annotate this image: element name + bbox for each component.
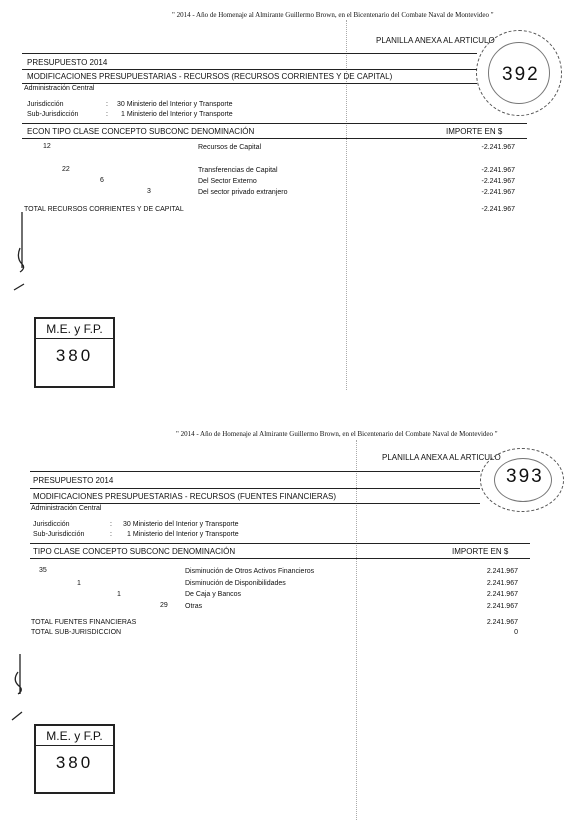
approval-box (34, 724, 115, 794)
row-importe: 2.241.967 (486, 603, 518, 610)
column-headers: ECON TIPO CLASE CONCEPTO SUBCONC DENOMINACIÓN (27, 127, 255, 136)
approval-box-number: 380 (55, 753, 94, 772)
subjurisdiccion-value: 1 Ministerio del Interior y Transporte (121, 111, 233, 118)
row-denominacion: Recursos de Capital (198, 144, 262, 151)
planilla-anexa-label: PLANILLA ANEXA AL ARTICULO (376, 36, 495, 45)
row-code: 29 (160, 602, 168, 609)
row-importe: -2.241.967 (481, 167, 515, 174)
divider (22, 123, 527, 124)
row-denominacion: Disminución de Otros Activos Financieros (185, 568, 315, 575)
row-importe: -2.241.967 (481, 144, 515, 151)
divider (22, 138, 527, 139)
row-code: 6 (100, 177, 104, 184)
total-fuentes-label: TOTAL FUENTES FINANCIERAS (31, 619, 137, 626)
row-code: 12 (43, 143, 51, 150)
divider (22, 69, 477, 70)
divider (30, 503, 480, 504)
motto-text: " 2014 - Año de Homenaje al Almirante Guillermo Brown, en el Bicentenario del Combate Naval de Montevideo " (176, 430, 498, 438)
approval-box-title: M.E. y F.P. (36, 322, 113, 339)
divider (30, 543, 530, 544)
jurisdiccion-label: Jurisdicción (27, 101, 64, 108)
jurisdiccion-value: 30 Ministerio del Interior y Transporte (117, 101, 233, 108)
handwritten-signature (12, 208, 34, 298)
divider (30, 558, 530, 559)
subjurisdiccion-label: Sub-Jurisdicción (33, 531, 85, 538)
jurisdiccion-value: 30 Ministerio del Interior y Transporte (123, 521, 239, 528)
row-denominacion: Disminución de Disponibilidades (185, 580, 286, 587)
row-importe: 2.241.967 (486, 568, 518, 575)
approval-box-number: 380 (55, 346, 94, 365)
row-denominacion: Otras (185, 603, 203, 610)
divider (22, 83, 477, 84)
row-importe: -2.241.967 (481, 189, 515, 196)
colon: : (106, 101, 108, 108)
divider (30, 471, 480, 472)
fold-mark (356, 440, 357, 820)
row-code: 22 (62, 166, 70, 173)
column-headers: TIPO CLASE CONCEPTO SUBCONC DENOMINACIÓN (33, 547, 236, 556)
row-code: 35 (39, 567, 47, 574)
row-denominacion: Del Sector Externo (198, 178, 257, 185)
jurisdiccion-label: Jurisdicción (33, 521, 70, 528)
row-code: 3 (147, 188, 151, 195)
modificaciones-title: MODIFICACIONES PRESUPUESTARIAS - RECURSOS (FUENTES FINANCIERAS) (33, 492, 336, 501)
motto-text: " 2014 - Año de Homenaje al Almirante Guillermo Brown, en el Bicentenario del Combate Naval de Montevideo " (172, 11, 494, 19)
colon: : (106, 111, 108, 118)
total-label: TOTAL RECURSOS CORRIENTES Y DE CAPITAL (24, 206, 184, 213)
total-value: -2.241.967 (481, 206, 515, 213)
row-importe: -2.241.967 (481, 178, 515, 185)
row-code: 1 (77, 580, 81, 587)
total-subjurisdiccion-value: 0 (514, 629, 518, 636)
approval-box-title: M.E. y F.P. (36, 729, 113, 746)
total-fuentes-value: 2.241.967 (486, 619, 518, 626)
row-denominacion: De Caja y Bancos (185, 591, 242, 598)
importe-header: IMPORTE EN $ (446, 127, 503, 136)
presupuesto-label: PRESUPUESTO 2014 (33, 476, 114, 485)
row-code: 1 (117, 591, 121, 598)
subjurisdiccion-value: 1 Ministerio del Interior y Transporte (127, 531, 239, 538)
importe-header: IMPORTE EN $ (452, 547, 509, 556)
divider (22, 53, 477, 54)
administracion-label: Administración Central (24, 85, 95, 92)
total-subjurisdiccion-label: TOTAL SUB-JURISDICCION (31, 629, 122, 636)
row-denominacion: Del sector privado extranjero (198, 189, 288, 196)
divider (30, 488, 480, 489)
approval-box (34, 317, 115, 388)
presupuesto-label: PRESUPUESTO 2014 (27, 58, 108, 67)
handwritten-signature (8, 650, 32, 724)
row-denominacion: Transferencias de Capital (198, 167, 278, 174)
folio-number: 392 (502, 64, 540, 85)
folio-number: 393 (506, 466, 544, 487)
subjurisdiccion-label: Sub-Jurisdicción (27, 111, 79, 118)
row-importe: 2.241.967 (486, 591, 518, 598)
modificaciones-title: MODIFICACIONES PRESUPUESTARIAS - RECURSOS (RECURSOS CORRIENTES Y DE CAPITAL) (27, 72, 393, 81)
administracion-label: Administración Central (31, 505, 102, 512)
colon: : (110, 531, 112, 538)
planilla-anexa-label: PLANILLA ANEXA AL ARTICULO (382, 453, 501, 462)
row-importe: 2.241.967 (486, 580, 518, 587)
colon: : (110, 521, 112, 528)
